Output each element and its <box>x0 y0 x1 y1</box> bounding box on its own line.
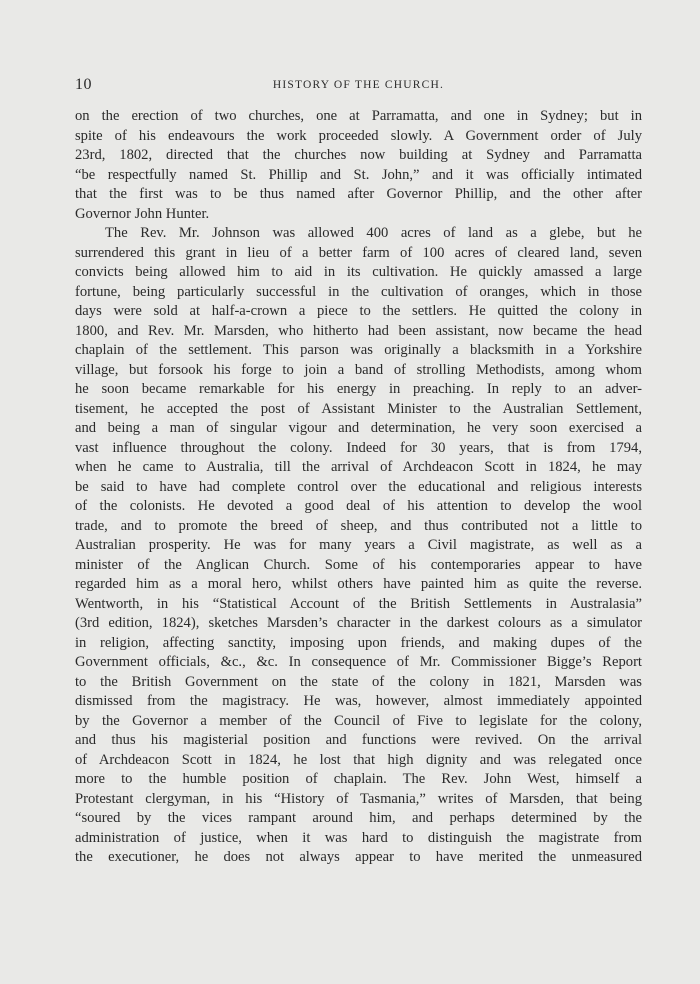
text-line: Protestant clergyman, in his “History of Tasmania,” writes of Marsden, that being <box>75 790 642 807</box>
text-line: Governor John Hunter. <box>75 205 210 222</box>
text-line: trade, and to promote the breed of sheep, and thus contributed not a little to <box>75 517 642 534</box>
text-line: The Rev. Mr. Johnson was allowed 400 acres of land as a glebe, but he <box>105 225 642 241</box>
text-line: that the first was to be thus named after Governor Phillip, and the other after <box>75 186 642 202</box>
text-line: chaplain of the settlement. This parson was originally a blacksmith in a Yorkshire <box>75 342 642 358</box>
text-line: dismissed from the magistracy. He was, however, almost immediately appointed <box>75 693 642 709</box>
text-line: convicts being allowed him to aid in its cultivation. He quickly amassed a large <box>75 264 642 280</box>
running-title: HISTORY OF THE CHURCH. <box>272 79 445 91</box>
text-line: “soured by the vices rampant around him, and perhaps determined by the <box>75 810 642 826</box>
text-line: Government officials, &c., &c. In consequence of Mr. Commissioner Bigge’s Report <box>75 654 642 670</box>
text-line: to the British Government on the state of the colony in 1821, Marsden was <box>75 673 642 690</box>
text-line: minister of the Anglican Church. Some of his contemporaries appear to have <box>75 556 642 573</box>
text-line: regarded him as a moral hero, whilst others have painted him as quite the reverse. <box>75 576 642 592</box>
paragraph-2 <box>75 224 642 868</box>
text-line: and thus his magisterial position and functions were revived. On the arrival <box>75 732 642 748</box>
text-line: on the erection of two churches, one at Parramatta, and one in Sydney; but in <box>75 108 642 124</box>
text-line: spite of his endeavours the work proceeded slowly. A Government order of July <box>75 127 642 144</box>
text-line: administration of justice, when it was hard to distinguish the magistrate from <box>75 829 642 846</box>
text-line: he soon became remarkable for his energy in preaching. In reply to an adver- <box>75 381 642 397</box>
text-line: (3rd edition, 1824), sketches Marsden’s character in the darkest colours as a simulator <box>75 615 642 631</box>
text-line: surrendered this grant in lieu of a better farm of 100 acres of cleared land, seven <box>75 244 642 261</box>
text-line: fortune, being particularly successful in the cultivation of oranges, which in those <box>75 283 642 300</box>
text-line: vast influence throughout the colony. Indeed for 30 years, that is from 1794, <box>75 439 642 456</box>
text-line: when he came to Australia, till the arrival of Archdeacon Scott in 1824, he may <box>75 459 642 475</box>
text-line: by the Governor a member of the Council of Five to legislate for the colony, <box>75 712 642 729</box>
text-line: tisement, he accepted the post of Assistant Minister to the Australian Settlement, <box>75 400 642 417</box>
paragraph-1 <box>75 107 642 224</box>
text-line: “be respectfully named St. Phillip and St. John,” and it was officially intimated <box>75 166 642 183</box>
page-number: 10 <box>75 76 92 93</box>
text-line: more to the humble position of chaplain. The Rev. John West, himself a <box>75 771 642 787</box>
text-line: 23rd, 1802, directed that the churches now building at Sydney and Parramatta <box>75 147 642 163</box>
page-header <box>75 76 642 96</box>
text-line: days were sold at half-a-crown a piece to the settlers. He quitted the colony in <box>75 303 642 319</box>
text-line: of Archdeacon Scott in 1824, he lost that high dignity and was relegated once <box>75 751 642 768</box>
text-line: village, but forsook his forge to join a band of strolling Methodists, among whom <box>75 361 642 378</box>
text-line: be said to have had complete control over the educational and religious interests <box>75 478 642 495</box>
text-line: and being a man of singular vigour and determination, he very soon exercised a <box>75 420 642 436</box>
body-text <box>75 107 642 868</box>
text-line: Wentworth, in his “Statistical Account of the British Settlements in Australasia” <box>75 595 642 612</box>
text-line: 1800, and Rev. Mr. Marsden, who hitherto had been assistant, now became the head <box>75 322 642 339</box>
text-line: Australian prosperity. He was for many years a Civil magistrate, as well as a <box>75 537 642 553</box>
text-line: of the colonists. He devoted a good deal of his attention to develop the wool <box>75 498 642 514</box>
text-line: the executioner, he does not always appear to have merited the unmeasured <box>75 849 642 865</box>
text-line: in religion, affecting sanctity, imposing upon friends, and making dupes of the <box>75 634 642 651</box>
